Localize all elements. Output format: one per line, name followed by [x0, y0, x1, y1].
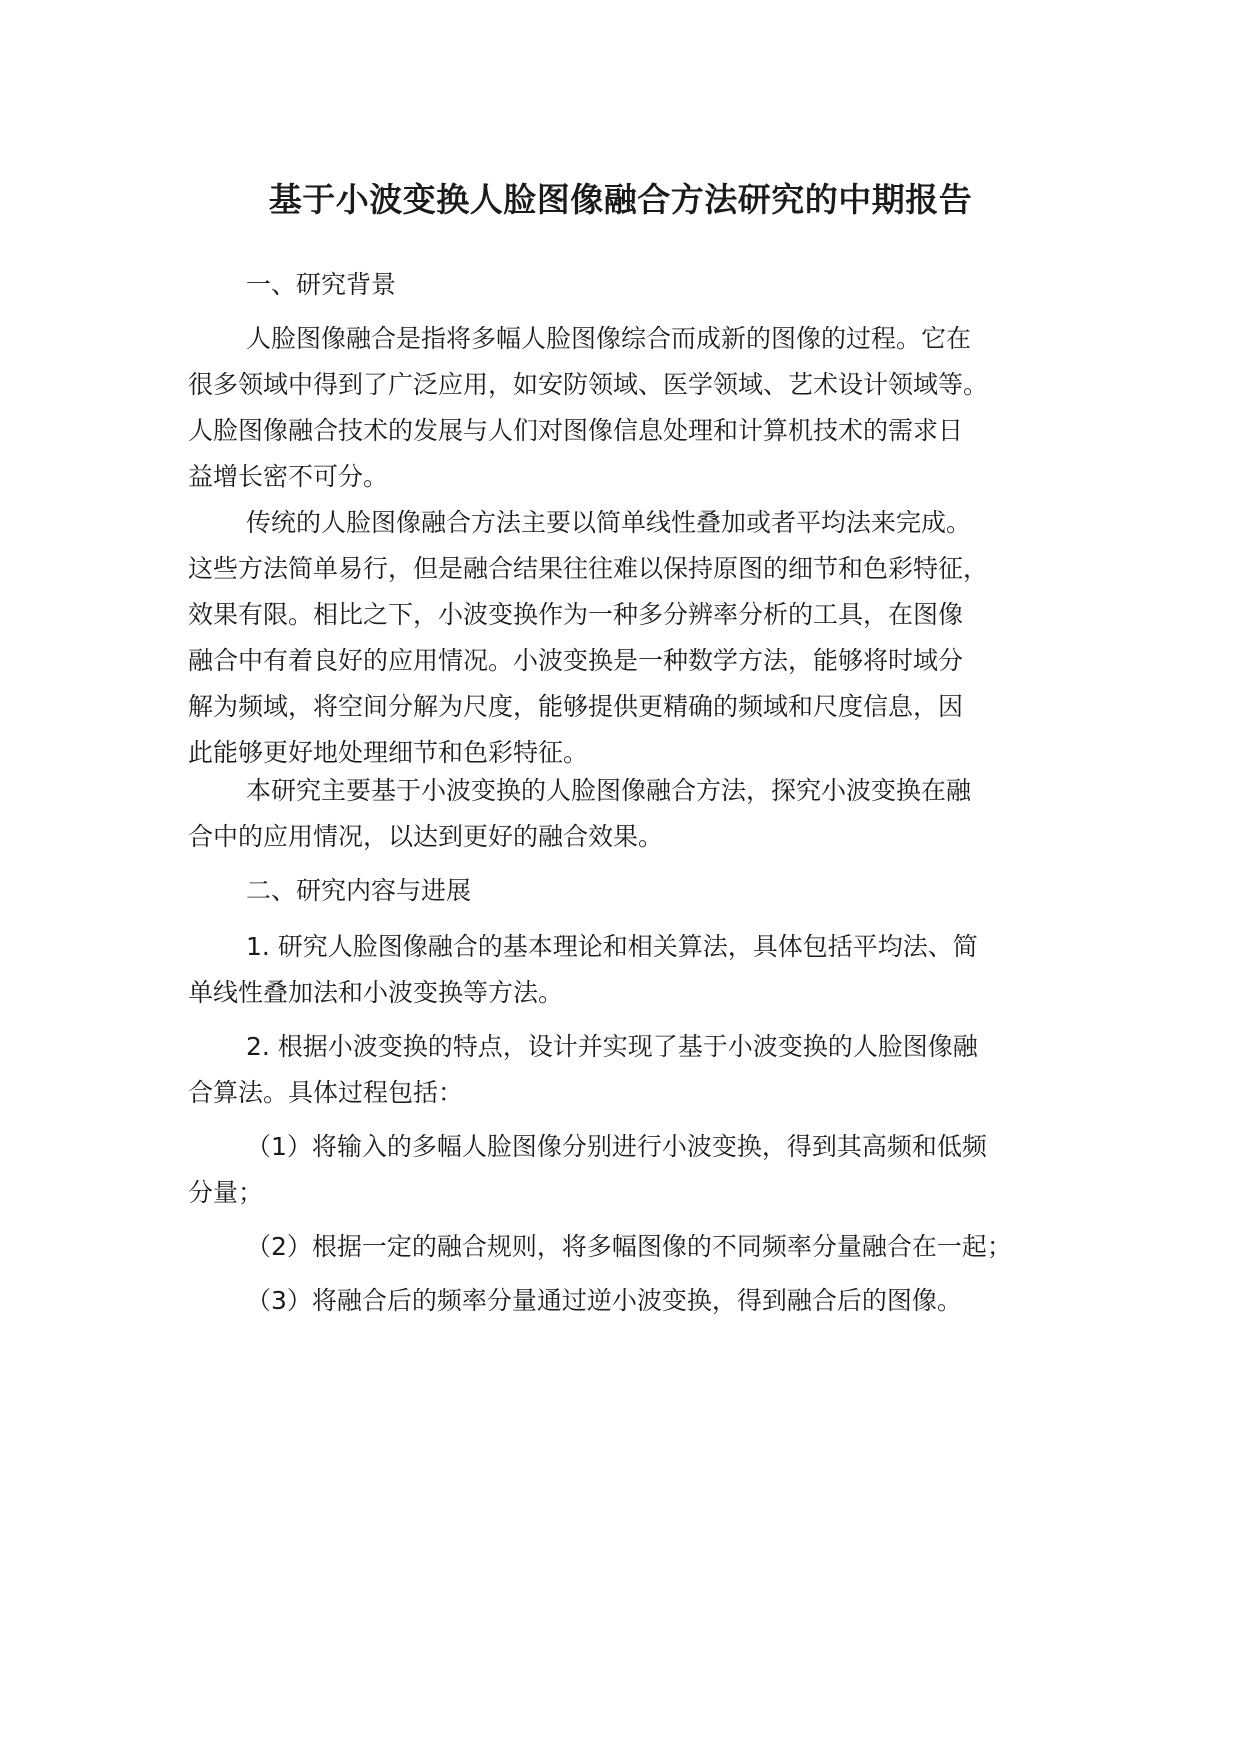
- list-item-2: [188, 1024, 1088, 1116]
- list-item-line: 合算法。具体过程包括：: [188, 1078, 464, 1107]
- paragraph-line: 很多领域中得到了广泛应用，如安防领域、医学领域、艺术设计领域等。: [188, 370, 989, 399]
- list-item-line: 单线性叠加法和小波变换等方法。: [188, 978, 564, 1007]
- step-item-3: [188, 1278, 1088, 1324]
- list-item-line: 2. 根据小波变换的特点，设计并实现了基于小波变换的人脸图像融: [246, 1032, 978, 1061]
- paragraph-line: 此能够更好地处理细节和色彩特征。: [188, 738, 589, 767]
- paragraph-line: 解为频域，将空间分解为尺度，能够提供更精确的频域和尺度信息，因: [188, 692, 964, 721]
- paragraph-line: 合中的应用情况，以达到更好的融合效果。: [188, 822, 664, 851]
- paragraph-line: 效果有限。相比之下，小波变换作为一种多分辨率分析的工具，在图像: [188, 600, 964, 629]
- step-line: （3）将融合后的频率分量通过逆小波变换，得到融合后的图像。: [246, 1286, 962, 1315]
- list-item-line: 1. 研究人脸图像融合的基本理论和相关算法，具体包括平均法、简: [246, 932, 978, 961]
- section-heading-text: 一、研究背景: [246, 270, 397, 299]
- step-line: 分量；: [188, 1178, 264, 1207]
- step-line: （2）根据一定的融合规则，将多幅图像的不同频率分量融合在一起；: [246, 1232, 1012, 1261]
- section-heading-background: [188, 262, 1088, 308]
- paragraph-line: 融合中有着良好的应用情况。小波变换是一种数学方法，能够将时域分: [188, 646, 964, 675]
- paragraph-line: 这些方法简单易行，但是融合结果往往难以保持原图的细节和色彩特征，: [188, 554, 989, 583]
- paragraph-line: 人脸图像融合技术的发展与人们对图像信息处理和计算机技术的需求日: [188, 416, 964, 445]
- paragraph-line: 本研究主要基于小波变换的人脸图像融合方法，探究小波变换在融: [246, 776, 972, 805]
- step-item-1: [188, 1124, 1088, 1216]
- paragraph-line: 传统的人脸图像融合方法主要以简单线性叠加或者平均法来完成。: [246, 508, 972, 537]
- step-line: （1）将输入的多幅人脸图像分别进行小波变换，得到其高频和低频: [246, 1132, 987, 1161]
- paragraph-background-1: [188, 316, 1088, 500]
- section-heading-progress: [188, 868, 1088, 914]
- paragraph-background-2: [188, 500, 1088, 776]
- step-item-2: [188, 1224, 1088, 1270]
- section-heading-text: 二、研究内容与进展: [246, 876, 472, 905]
- list-item-1: [188, 924, 1088, 1016]
- paragraph-line: 益增长密不可分。: [188, 462, 389, 491]
- paragraph-line: 人脸图像融合是指将多幅人脸图像综合而成新的图像的过程。它在: [246, 324, 972, 353]
- document-title: 基于小波变换人脸图像融合方法研究的中期报告: [268, 180, 973, 219]
- paragraph-background-3: [188, 768, 1088, 860]
